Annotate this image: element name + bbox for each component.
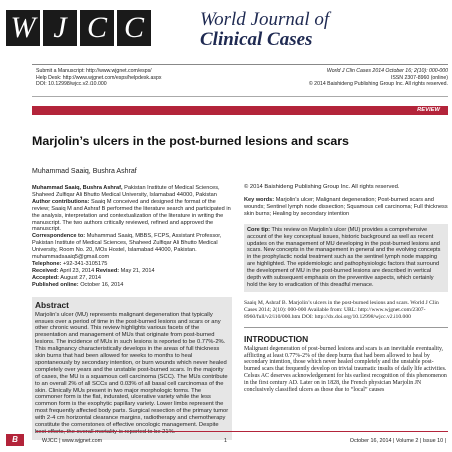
footer-divider	[36, 431, 448, 432]
journal-logo	[6, 10, 151, 46]
abstract-box	[32, 297, 232, 440]
correspondence	[32, 233, 232, 261]
telephone	[32, 261, 232, 268]
published-label: Published online:	[32, 281, 79, 288]
keywords-label: Key words:	[244, 197, 275, 203]
review-label: REVIEW	[417, 107, 440, 113]
footer-issue: October 16, 2014 | Volume 2 | Issue 10 |	[349, 438, 446, 444]
citation-block: Saaiq M, Ashraf B. Marjolin’s ulcers in the post-burned lesions and scars. World J Clin Cases 2014; 2(10): 000-000 Available from: URL: http://www.wjgnet.com/2307-8960/full/v2/i10/000.htm DOI: http://dx.doi.org/10.12998/wjcc.v2.i10.000	[244, 299, 439, 320]
core-tip-text: This review on Marjolin’s ulcer (MU) provides a comprehensive account of the key conceptual issues, historic background as well as recent updates on the management of MU developing in the post-burned lesions and scars. New concepts in the management in general and the evolving concepts in the prophylactic nodal treatment such as the sentinel lymph node mapping are highlighted. The epidemiologic and pathophysiologic factors that surround the development of MU in the post-burned lesions are described in vertical depth with subsequent emphasis on the preventive aspects, which certainly hold the key to eradication of this dreadful menace.	[247, 226, 441, 288]
subheader-divider	[32, 96, 448, 97]
telephone-text: +92-341-3105175	[62, 260, 108, 267]
contributions-text: Saaiq M conceived and designed the format of the review; Saaiq M and Ashraf B performed the literature search and participated in the analysis, interpretation and contextualization of the literature in writing the manuscript. The two authors critically reviewed, refined and approved the manuscript.	[32, 198, 231, 233]
affiliation	[32, 185, 232, 199]
doi-line: DOI: 10.12998/wjcc.v2.i10.000	[36, 81, 107, 88]
publisher-copyright: © 2014 Baishideng Publishing Group Inc. All rights reserved.	[308, 81, 448, 88]
header-divider	[32, 64, 448, 65]
submission-info	[36, 68, 161, 88]
introduction-text: Malignant degeneration of post-burned lesions and scars is an inevitable eventuality, afflicting at least 0.77%-2% of the deep burns that had been allowed to heal by secondary intention, those which never healed completely and the unstable post-burned scars that frequently develop on trivial traumatic insults of daily life activities. Celsus AC deserves acknowledgement for his earliest recognition of this phenomenon in the first century AD. Later on in 1828, the French physician Marjolin JN conclusively classified ulcers as those due to “local” causes	[244, 345, 447, 394]
right-column	[244, 184, 448, 394]
logo-letter-w: W	[6, 10, 40, 46]
correspondence-text: Muhammad Saaiq, MBBS, FCPS, Assistant Professor, Pakistan Institute of Medical Sciences, Shaheed Zulfiqar Ali Bhutto Medical University, Room No. 20, MOs Hostel, Islamabad 44000, Pakistan. muhammadsaaiq5@gmail.com	[32, 233, 222, 261]
help-desk-link[interactable]: Help Desk: http://www.wjgnet.com/esps/helpdesk.aspx	[36, 74, 162, 81]
published	[32, 282, 232, 289]
keywords-text: Marjolin’s ulcer; Malignant degeneration; Post-burned scars and wounds; Sentinel lymph node dissection; Squamous cell carcinoma; Full thickness skin burns; Healing by secondary intention	[244, 197, 448, 217]
footer-journal: WJCC | www.wjgnet.com	[42, 438, 103, 444]
core-tip-box	[244, 224, 448, 292]
core-tip-label: Core tip:	[247, 226, 270, 233]
revised-date: May 21, 2014	[120, 267, 155, 274]
affiliation-label: Muhammad Saaiq, Bushra Ashraf,	[32, 185, 123, 191]
affiliation-text: Pakistan Institute of Medical Sciences, Shaheed Zulfiqar Ali Bhutto Medical University, Islamabad 44000, Pakistan	[32, 185, 220, 198]
keywords	[244, 197, 448, 218]
article-metadata	[32, 185, 232, 289]
logo-letter-c2: C	[117, 10, 151, 46]
revised-label: Revised:	[95, 267, 120, 274]
submit-link[interactable]: Submit a Manuscript: http://www.wjgnet.com/esps/	[36, 68, 152, 74]
journal-header	[4, 4, 448, 60]
dates	[32, 268, 232, 275]
issue-info	[258, 68, 448, 88]
citation-divider	[244, 327, 448, 328]
abstract-text: Marjolin’s ulcer (MU) represents malignant degeneration that typically ensues over a period of time in the post-burned lesions and scars or any other chronic wound. This review highlights various facets of the presentation and management of MUs that originate from post-burned lesions. The incidence of MUs in such lesions is reported to be 0.77%-2%. This malignancy characteristically develops in the areas of full thickness skin burns that had been allowed for weeks to months to heal spontaneously by secondary intention, or burn wounds which never healed completely over years and the unstable post-burned scars. In the majority of cases, the MU is a squamous cell carcinoma (SCC). The MUs contribute to an overall 2% of all SCCs and 0.03% of all basal cell carcinomas of the skin. Clinically MUs present in two major morphologic forms. The commoner form is the flat, indurated, ulcerative variety while the less common form is the exophytic papillary variety. Lower limbs represent the most frequently affected body parts. Surgical resection of the primary tumor with 2-4 cm horizontal clearance margins, radiotherapy and chemotherapy constitute the cornerstones of effective oncologic management. Despite best efforts, the overall mortality is reported to be 21%.	[35, 311, 229, 435]
abstract-copyright: © 2014 Baishideng Publishing Group Inc. All rights reserved.	[244, 184, 400, 190]
journal-name-line1: World Journal of	[200, 9, 330, 30]
introduction-heading: INTRODUCTION	[244, 333, 309, 344]
published-date: October 16, 2014	[80, 281, 124, 288]
left-column	[32, 168, 232, 440]
received-label: Received:	[32, 267, 59, 274]
logo-letter-c1: C	[80, 10, 114, 46]
logo-letter-j: J	[43, 10, 77, 46]
review-band	[32, 106, 448, 115]
contributions-label: Author contributions:	[32, 198, 90, 205]
accepted-label: Accepted:	[32, 274, 60, 281]
article-title: Marjolin’s ulcers in the post-burned lesions and scars	[32, 134, 349, 148]
citation-line: World J Clin Cases 2014 October 16; 2(10): 000-000	[326, 68, 448, 74]
journal-name	[200, 10, 329, 50]
page-number: 1	[224, 438, 227, 444]
accepted	[32, 275, 232, 282]
telephone-label: Telephone:	[32, 260, 62, 267]
issn-line: ISSN 2307-8960 (online)	[390, 74, 448, 81]
author-list: Muhammad Saaiq, Bushra Ashraf	[32, 168, 137, 175]
journal-name-line2: Clinical Cases	[200, 29, 313, 50]
author-contributions	[32, 199, 232, 234]
received-date: April 23, 2014	[59, 267, 95, 274]
publisher-logo: B	[6, 434, 24, 446]
correspondence-label: Correspondence to:	[32, 233, 86, 240]
abstract-heading: Abstract	[35, 299, 69, 310]
accepted-date: August 27, 2014	[60, 274, 102, 281]
